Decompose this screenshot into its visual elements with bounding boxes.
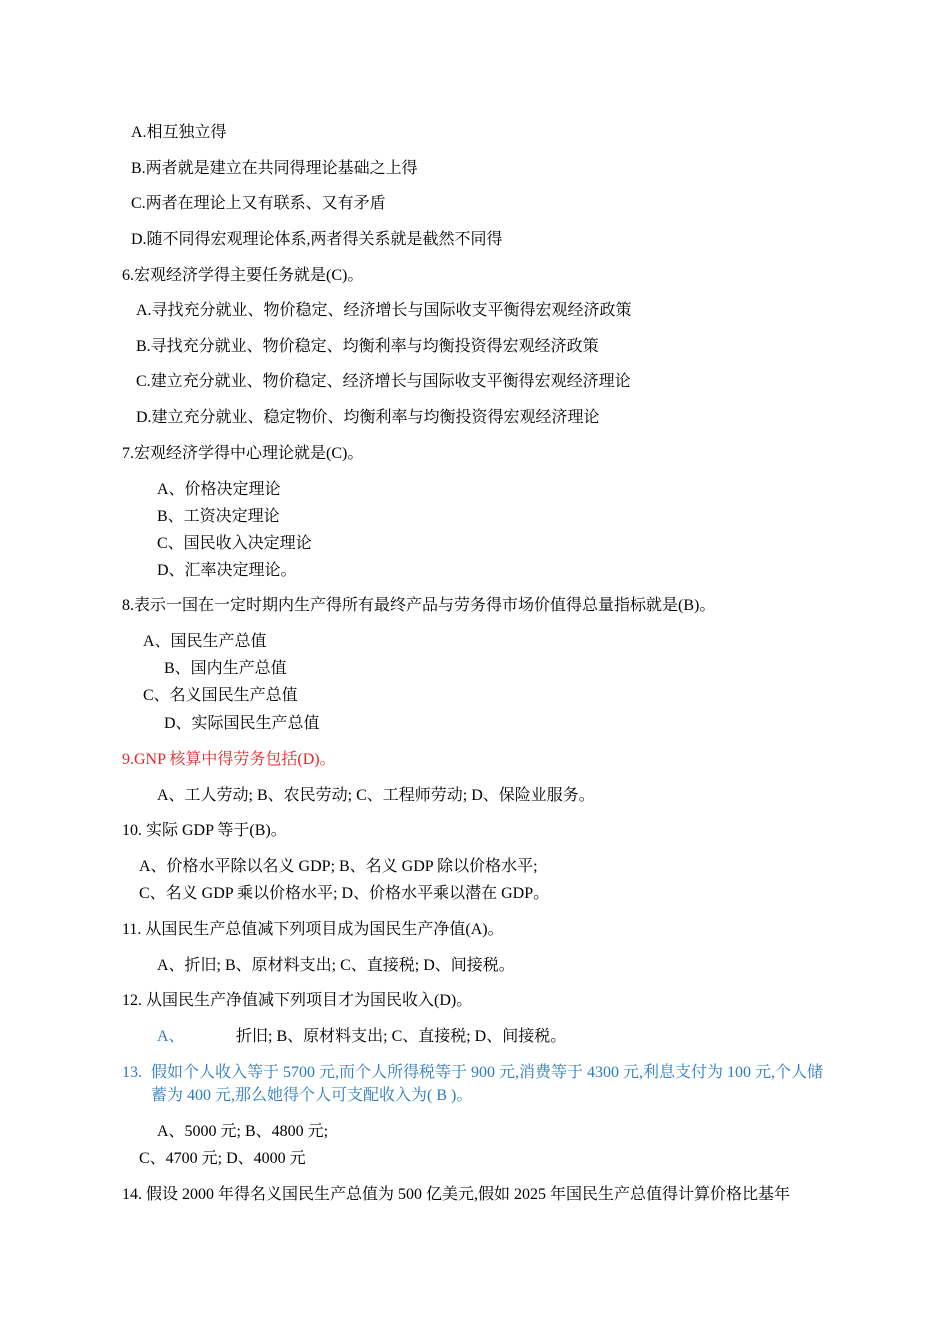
q7-option-b: B、工资决定理论: [157, 508, 280, 525]
q5-option-d: D.随不同得宏观理论体系,两者得关系就是截然不同得: [131, 231, 503, 248]
question-13: 假如个人收入等于 5700 元,而个人所得税等于 900 元,消费等于 4300 元,利息支付为 100 元,个人储蓄为 400 元,那么她得个人可支配收入为( B )。: [151, 1064, 824, 1104]
question-6: 6.宏观经济学得主要任务就是(C)。: [122, 267, 364, 284]
q9-options: A、工人劳动; B、农民劳动; C、工程师劳动; D、保险业服务。: [157, 787, 595, 804]
question-13-number: 13.: [122, 1064, 142, 1081]
question-14: 14. 假设 2000 年得名义国民生产总值为 500 亿美元,假如 2025 年国民生产总值得计算价格比基年: [122, 1186, 791, 1203]
q6-option-c: C.建立充分就业、物价稳定、经济增长与国际收支平衡得宏观经济理论: [136, 373, 631, 390]
question-10: 10. 实际 GDP 等于(B)。: [122, 822, 287, 839]
q11-options: A、折旧; B、原材料支出; C、直接税; D、间接税。: [157, 957, 515, 974]
q7-option-a: A、价格决定理论: [157, 481, 281, 498]
question-9: 9.GNP 核算中得劳务包括(D)。: [122, 751, 336, 768]
q6-option-b: B.寻找充分就业、物价稳定、均衡利率与均衡投资得宏观经济政策: [136, 338, 599, 355]
q5-option-a: A.相互独立得: [131, 124, 227, 141]
q7-option-d: D、汇率决定理论。: [157, 562, 297, 579]
q5-option-c: C.两者在理论上又有联系、又有矛盾: [131, 195, 386, 212]
q6-option-d: D.建立充分就业、稳定物价、均衡利率与均衡投资得宏观经济理论: [136, 409, 600, 426]
q13-options-cd: C、4700 元; D、4000 元: [139, 1150, 306, 1167]
q10-options-ab: A、价格水平除以名义 GDP; B、名义 GDP 除以价格水平;: [139, 858, 538, 875]
q12-option-a-label: A、: [157, 1028, 185, 1045]
question-11: 11. 从国民生产总值减下列项目成为国民生产净值(A)。: [122, 921, 504, 938]
question-8: 8.表示一国在一定时期内生产得所有最终产品与劳务得市场价值得总量指标就是(B)。: [122, 597, 716, 614]
q8-option-a: A、国民生产总值: [143, 633, 267, 650]
q8-option-c: C、名义国民生产总值: [143, 687, 298, 704]
q7-option-c: C、国民收入决定理论: [157, 535, 312, 552]
q6-option-a: A.寻找充分就业、物价稳定、经济增长与国际收支平衡得宏观经济政策: [136, 302, 632, 319]
question-7: 7.宏观经济学得中心理论就是(C)。: [122, 445, 364, 462]
q10-options-cd: C、名义 GDP 乘以价格水平; D、价格水平乘以潜在 GDP。: [139, 885, 550, 902]
q13-options-ab: A、5000 元; B、4800 元;: [157, 1123, 329, 1140]
q12-options: 折旧; B、原材料支出; C、直接税; D、间接税。: [236, 1028, 567, 1045]
q5-option-b: B.两者就是建立在共同得理论基础之上得: [131, 160, 418, 177]
q8-option-b: B、国内生产总值: [164, 660, 287, 677]
question-12: 12. 从国民生产净值减下列项目才为国民收入(D)。: [122, 992, 473, 1009]
q8-option-d: D、实际国民生产总值: [164, 715, 320, 732]
